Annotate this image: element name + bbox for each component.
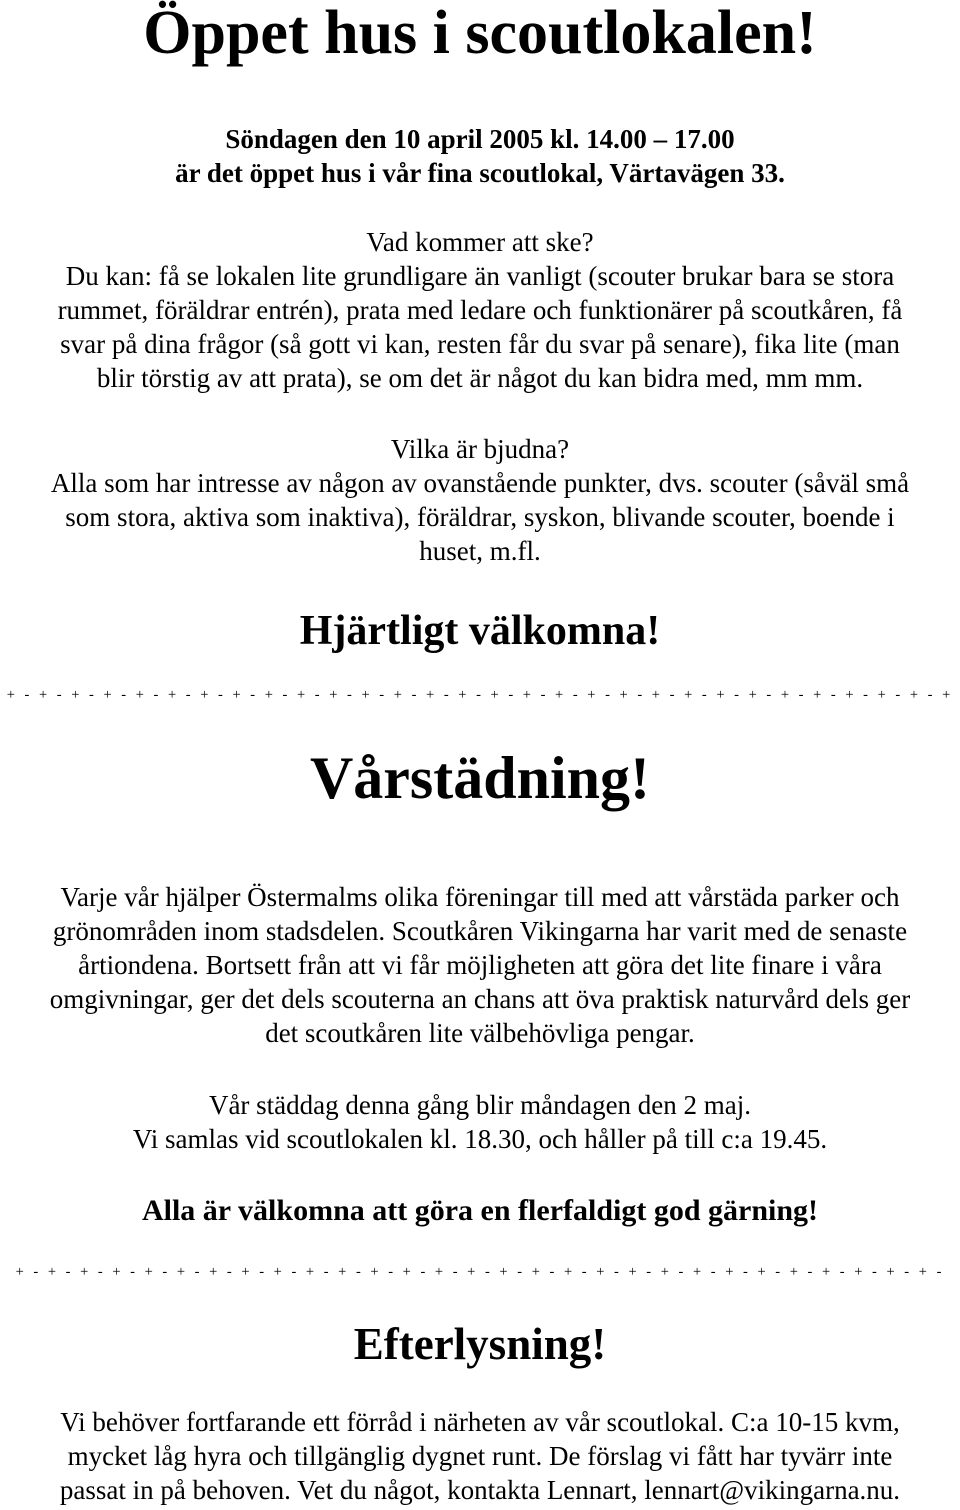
- who-text-line: som stora, aktiva som inaktiva), föräldrar, syskon, blivande scouter, boende i: [65, 502, 895, 532]
- spring-cleaning-text-line: årtiondena. Bortsett från att vi får möjligheten att göra det lite finare i våra: [78, 950, 882, 980]
- wanted-text-line: passat in på behoven. Vet du något, kontakta Lennart, lennart@vikingarna.nu.: [59, 1475, 901, 1505]
- wanted-title: Efterlysning!: [353, 1319, 607, 1369]
- open-house-title: Öppet hus i scoutlokalen!: [143, 0, 817, 67]
- spring-cleaning-title: Vårstädning!: [309, 745, 651, 811]
- what-text-line: Du kan: få se lokalen lite grundligare än vanligt (scouter brukar bara se stora: [65, 261, 895, 291]
- spring-cleaning-text-line: det scoutkåren lite välbehövliga pengar.: [265, 1018, 695, 1048]
- cleaning-day-line: Vår städdag denna gång blir måndagen den 2 maj.: [208, 1090, 752, 1120]
- cleaning-time-line: Vi samlas vid scoutlokalen kl. 18.30, och håller på till c:a 19.45.: [132, 1124, 828, 1154]
- spring-cleaning-text-line: omgivningar, ger det dels scouterna an chans att öva praktisk naturvård dels ger: [49, 984, 911, 1014]
- what-heading: Vad kommer att ske?: [366, 227, 594, 257]
- separator-line: + - + - + - + - + - + - + - + - + - + - + - + - + - + - + - + - + - + - + - + - + - + - + - + - + - + - + - + - + - +: [6, 687, 954, 703]
- cleaning-closing: Alla är välkomna att göra en flerfaldigt god gärning!: [141, 1194, 819, 1227]
- what-text-line: blir törstig av att prata), se om det är något du kan bidra med, mm mm.: [96, 363, 864, 393]
- who-heading: Vilka är bjudna?: [390, 434, 570, 464]
- separator-line: + - + - + - + - + - + - + - + - + - + - + - + - + - + - + - + - + - + - + - + - + - + - + - + - + - + - + - + - + -: [15, 1264, 945, 1280]
- welcome-heading: Hjärtligt välkomna!: [299, 608, 661, 654]
- spring-cleaning-text-line: grönområden inom stadsdelen. Scoutkåren Vikingarna har varit med de senaste: [52, 916, 908, 946]
- spring-cleaning-text-line: Varje vår hjälper Östermalms olika föreningar till med att vårstäda parker och: [60, 882, 900, 912]
- who-text-line: Alla som har intresse av någon av ovanstående punkter, dvs. scouter (såväl små: [50, 468, 910, 498]
- what-text-line: rummet, föräldrar entrén), prata med ledare och funktionärer på scoutkåren, få: [57, 295, 903, 325]
- what-text-line: svar på dina frågor (så gott vi kan, resten får du svar på senare), fika lite (man: [60, 329, 900, 359]
- open-house-date-line: Söndagen den 10 april 2005 kl. 14.00 – 17.00: [225, 124, 735, 154]
- wanted-text-line: Vi behöver fortfarande ett förråd i närheten av vår scoutlokal. C:a 10-15 kvm,: [60, 1407, 900, 1437]
- open-house-location-line: är det öppet hus i vår fina scoutlokal, Värtavägen 33.: [175, 158, 785, 188]
- who-text-line: huset, m.fl.: [419, 536, 541, 566]
- wanted-text-line: mycket låg hyra och tillgänglig dygnet runt. De förslag vi fått har tyvärr inte: [67, 1441, 893, 1471]
